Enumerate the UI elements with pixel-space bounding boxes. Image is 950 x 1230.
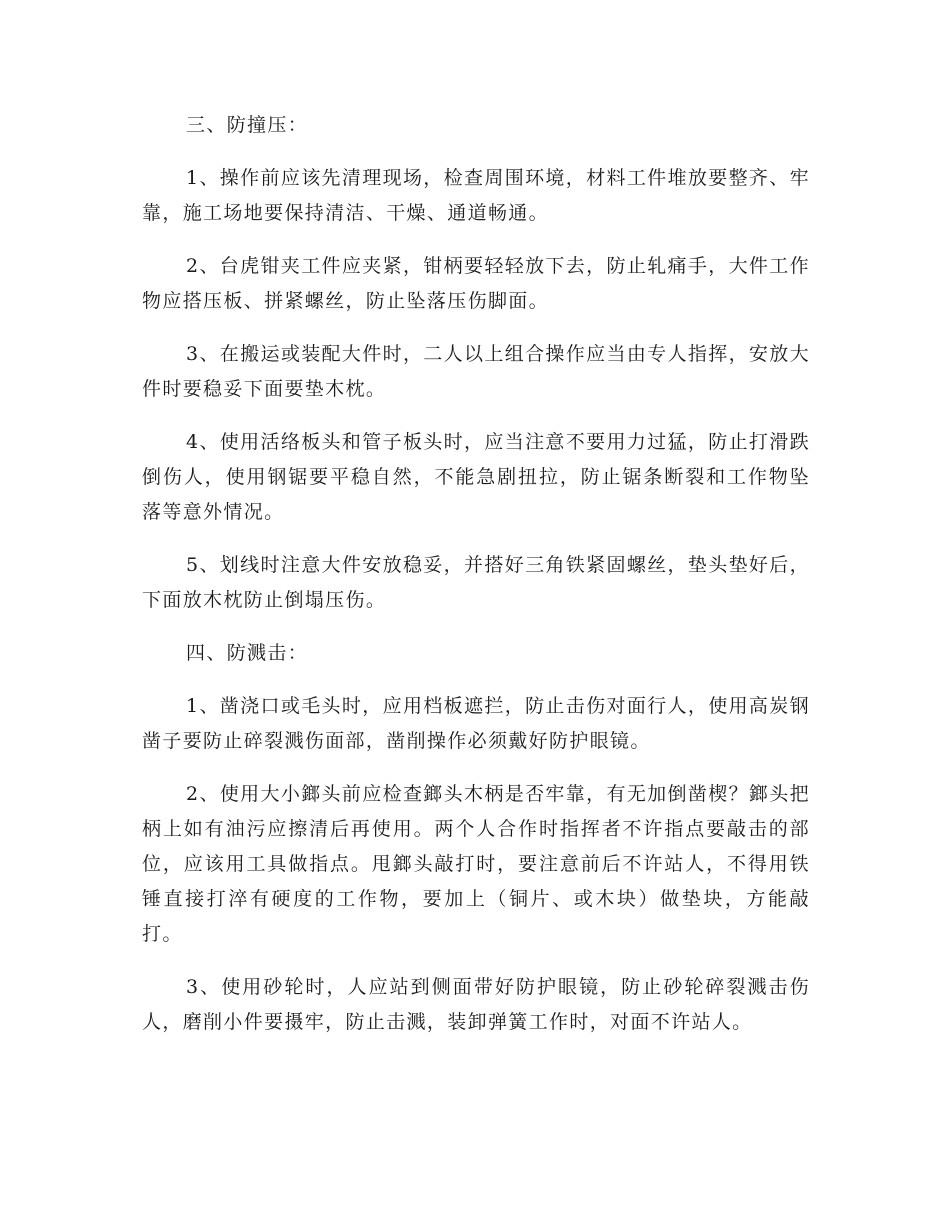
section-heading-anti-crush: 三、防撞压： xyxy=(186,114,309,136)
paragraph: 2、台虎钳夹工件应夹紧，钳柄要轻轻放下去，防止轧痛手，大件工作物应搭压板、拼紧螺丝，防止坠落压伤脚面。 xyxy=(142,255,810,312)
paragraph: 1、凿浇口或毛头时，应用档板遮拦，防止击伤对面行人，使用高炭钢凿子要防止碎裂溅伤面部，凿削操作必须戴好防护眼镜。 xyxy=(142,695,810,752)
paragraph: 3、在搬运或装配大件时，二人以上组合操作应当由专人指挥，安放大件时要稳妥下面要垫木枕。 xyxy=(142,343,810,400)
section-heading-anti-splash: 四、防溅击： xyxy=(186,642,309,664)
paragraph: 5、划线时注意大件安放稳妥，并搭好三角铁紧固螺丝，垫头垫好后，下面放木枕防止倒塌压伤。 xyxy=(142,554,810,611)
paragraph: 4、使用活络板头和管子板头时，应当注意不要用力过猛，防止打滑跌倒伤人，使用钢锯要平稳自然，不能急剧扭拉，防止锯条断裂和工作物坠落等意外情况。 xyxy=(142,431,810,523)
paragraph: 1、操作前应该先清理现场，检查周围环境，材料工件堆放要整齐、牢靠，施工场地要保持清洁、干燥、通道畅通。 xyxy=(142,167,810,224)
document-body xyxy=(142,108,810,1058)
paragraph: 3、使用砂轮时，人应站到侧面带好防护眼镜，防止砂轮碎裂溅击伤人，磨削小件要摄牢，防止击溅，装卸弹簧工作时，对面不许站人。 xyxy=(142,976,810,1033)
paragraph: 2、使用大小鎯头前应检查鎯头木柄是否牢靠，有无加倒凿楔？鎯头把柄上如有油污应擦清后再使用。两个人合作时指挥者不许指点要敲击的部位，应该用工具做指点。甩鎯头敲打时，要注意前后不许站人，不得用铁锤直接打淬有硬度的工作物，要加上（铜片、或木块）做垫块，方能敲打。 xyxy=(142,783,810,945)
